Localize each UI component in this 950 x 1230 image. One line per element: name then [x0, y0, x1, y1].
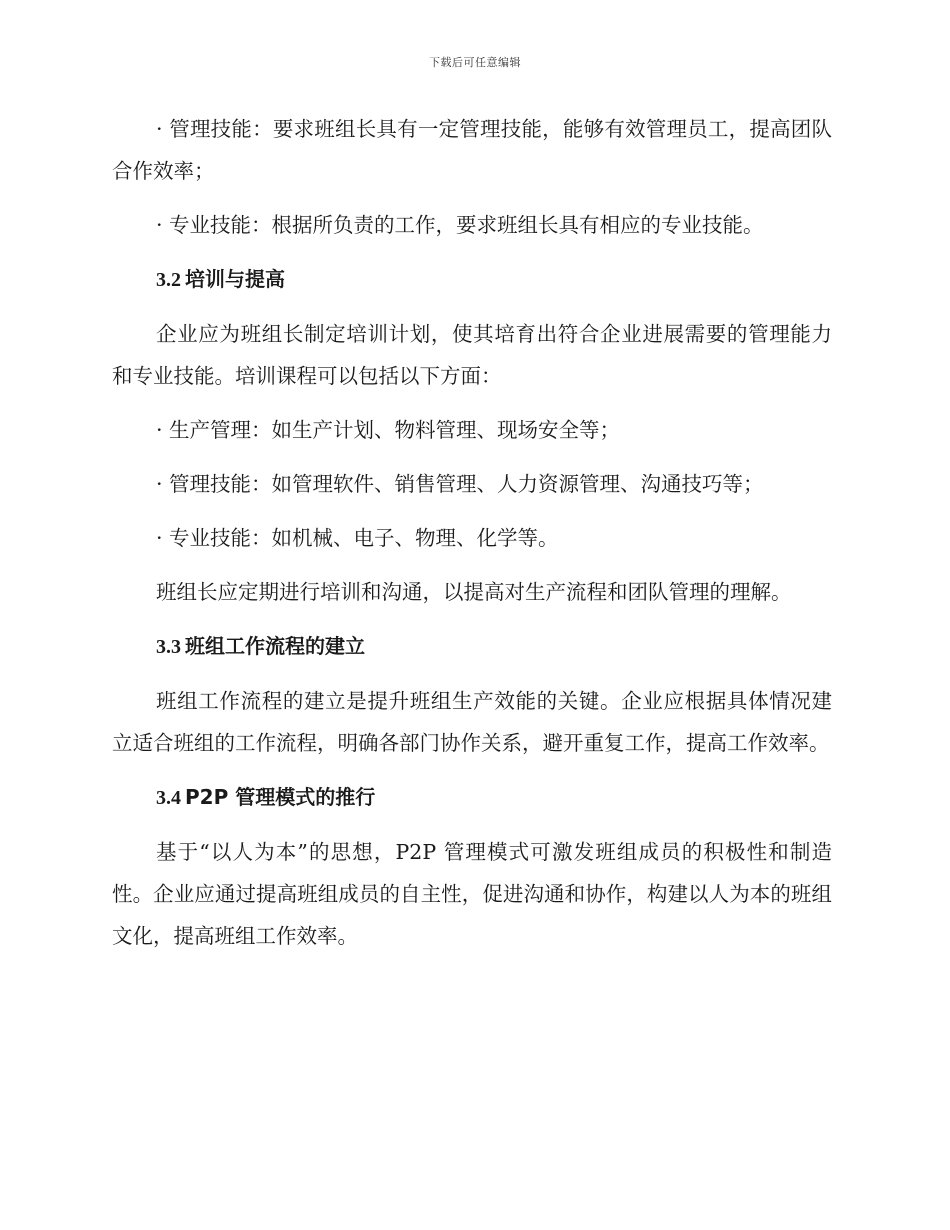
section-number: 3.2: [156, 269, 181, 291]
training-summary-paragraph: 班组长应定期进行培训和沟通，以提高对生产流程和团队管理的理解。: [156, 580, 792, 604]
bullet-professional-skills-training: · 专业技能：如机械、电子、物理、化学等。: [156, 526, 559, 550]
section-number: 3.3: [156, 636, 181, 658]
section-title: P2P 管理模式的推行: [185, 785, 376, 809]
bullet-management-skills: · 管理技能：要求班组长具有一定管理技能，能够有效管理员工，提高团队合作效率；: [112, 117, 832, 183]
bullet-management-skills-training: · 管理技能：如管理软件、销售管理、人力资源管理、沟通技巧等；: [156, 472, 764, 496]
section-title: 班组工作流程的建立: [185, 634, 365, 658]
workflow-paragraph: 班组工作流程的建立是提升班组生产效能的关键。企业应根据具体情况建立适合班组的工作流程，明确各部门协作关系，避开重复工作，提高工作效率。: [112, 689, 832, 755]
training-intro-paragraph: 企业应为班组长制定培训计划，使其培育出符合企业进展需要的管理能力和专业技能。培训课程可以包括以下方面：: [112, 322, 832, 388]
p2p-paragraph: 基于“以人为本”的思想，P2P 管理模式可激发班组成员的积极性和制造性。企业应通过提高班组成员的自主性，促进沟通和协作，构建以人为本的班组文化，提高班组工作效率。: [112, 840, 832, 948]
section-heading-3-3: [112, 625, 832, 668]
section-title: 培训与提高: [185, 267, 285, 291]
page-header-note: 下载后可任意编辑: [429, 56, 521, 69]
section-heading-3-4: [112, 776, 832, 819]
section-number: 3.4: [156, 787, 181, 809]
bullet-professional-skills: · 专业技能：根据所负责的工作，要求班组长具有相应的专业技能。: [156, 213, 764, 237]
bullet-production-management: · 生产管理：如生产计划、物料管理、现场安全等；: [156, 418, 621, 442]
section-heading-3-2: [112, 258, 832, 301]
document-body: [112, 108, 832, 969]
